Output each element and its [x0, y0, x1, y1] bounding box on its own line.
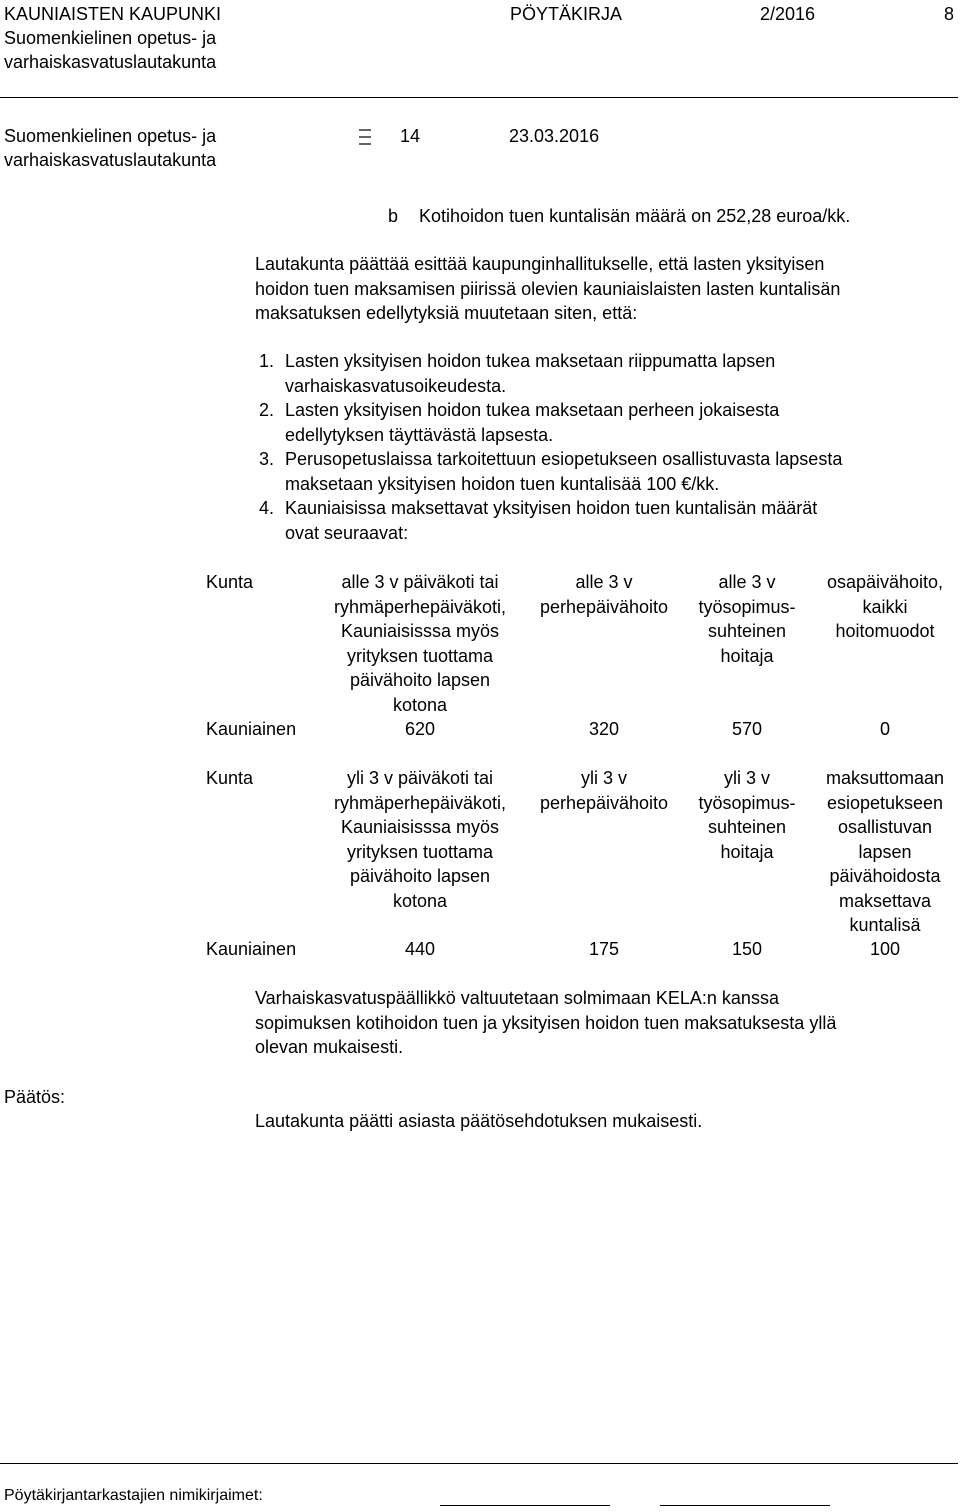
table-header-kunta: Kunta	[206, 572, 254, 592]
table-cell: 100	[869, 939, 901, 959]
table-header-cell: alle 3 v työsopimus- suhteinen hoitaja	[698, 572, 796, 666]
text-line: maksatuksen edellytyksiä muutetaan siten, että:	[255, 303, 638, 323]
header-rule	[0, 97, 958, 98]
list-number: 4.	[259, 498, 275, 518]
meeting-body-line1: Suomenkielinen opetus- ja	[4, 126, 217, 146]
page-number: 8	[944, 4, 955, 24]
table-cell: 440	[404, 939, 436, 959]
table-header-kunta: Kunta	[206, 768, 254, 788]
text-line: sopimuksen kotihoidon tuen ja yksityisen hoidon tuen maksatuksesta yllä	[255, 1012, 837, 1033]
table-row-label: Kauniainen	[206, 719, 297, 739]
text-line: varhaiskasvatusoikeudesta.	[285, 375, 507, 396]
list-number: 1.	[259, 351, 275, 371]
section-number: 14	[400, 126, 421, 146]
meeting-body-line2: varhaiskasvatuslautakunta	[4, 150, 217, 170]
organization-name: KAUNIAISTEN KAUPUNKI	[4, 4, 222, 24]
text-line: ovat seuraavat:	[285, 522, 409, 543]
item-b-text: Kotihoidon tuen kuntalisän määrä on 252,28 euroa/kk.	[419, 206, 851, 226]
table-cell: 150	[731, 939, 763, 959]
document-number: 2/2016	[760, 4, 816, 24]
footer-label: Pöytäkirjantarkastajien nimikirjaimet:	[4, 1487, 263, 1504]
list-number: 2.	[259, 400, 275, 420]
text-line: Kauniaisissa maksettavat yksityisen hoidon tuen kuntalisän määrät	[285, 498, 818, 518]
proposal-paragraph	[255, 252, 840, 326]
meeting-date: 23.03.2016	[509, 126, 600, 146]
closing-paragraph	[255, 986, 836, 1060]
list-number: 3.	[259, 449, 275, 469]
list-item-text	[285, 349, 775, 398]
signature-line	[440, 1505, 610, 1506]
text-line: Lautakunta päättää esittää kaupunginhallitukselle, että lasten yksityisen	[255, 254, 825, 274]
table-header-cell: maksuttomaan esiopetukseen osallistuvan lapsen päivähoidosta maksettava kuntalisä	[825, 768, 945, 935]
signature-line	[660, 1505, 830, 1506]
section-mark-icon	[355, 122, 375, 152]
table-header-cell: osapäivähoito, kaikki hoitomuodot	[826, 572, 944, 641]
table-cell: 320	[588, 719, 620, 739]
table-cell: 0	[879, 719, 890, 739]
text-line: Lasten yksityisen hoidon tukea maksetaan perheen jokaisesta	[285, 400, 780, 420]
text-line: olevan mukaisesti.	[255, 1037, 404, 1057]
board-name-line2: varhaiskasvatuslautakunta	[4, 52, 217, 72]
table-cell: 570	[731, 719, 763, 739]
item-letter: b	[388, 206, 399, 226]
table-row-label: Kauniainen	[206, 939, 297, 959]
decision-label: Päätös:	[4, 1087, 66, 1107]
table-header-cell: yli 3 v perhepäivähoito	[539, 768, 669, 813]
table-header-cell: alle 3 v päiväkoti tai ryhmäperhepäiväkoti, Kauniaisisssa myös yrityksen tuottama päivähoito lapsen kotona	[333, 572, 507, 715]
text-line: hoidon tuen maksamisen piirissä olevien kauniaislaisten lasten kuntalisän	[255, 278, 841, 299]
table-cell: 620	[404, 719, 436, 739]
document-type: PÖYTÄKIRJA	[510, 4, 623, 24]
list-item-text	[285, 496, 817, 545]
text-line: Perusopetuslaissa tarkoitettuun esiopetukseen osallistuvasta lapsesta	[285, 449, 843, 469]
table-cell: 175	[588, 939, 620, 959]
text-line: edellytyksen täyttävästä lapsesta.	[285, 424, 554, 445]
footer-rule	[0, 1463, 958, 1464]
table-header-cell: alle 3 v perhepäivähoito	[539, 572, 669, 617]
decision-text: Lautakunta päätti asiasta päätösehdotuksen mukaisesti.	[255, 1111, 703, 1131]
text-line: Lasten yksityisen hoidon tukea maksetaan riippumatta lapsen	[285, 351, 776, 371]
table-header-cell: yli 3 v työsopimus- suhteinen hoitaja	[698, 768, 796, 862]
list-item-text	[285, 398, 779, 447]
text-line: Varhaiskasvatuspäällikkö valtuutetaan solmimaan KELA:n kanssa	[255, 988, 779, 1008]
board-name-line1: Suomenkielinen opetus- ja	[4, 28, 217, 48]
table-header-cell: yli 3 v päiväkoti tai ryhmäperhepäiväkoti, Kauniaisisssa myös yrityksen tuottama päivähoito lapsen kotona	[333, 768, 507, 911]
text-line: maksetaan yksityisen hoidon tuen kuntalisää 100 €/kk.	[285, 473, 720, 494]
list-item-text	[285, 447, 842, 496]
